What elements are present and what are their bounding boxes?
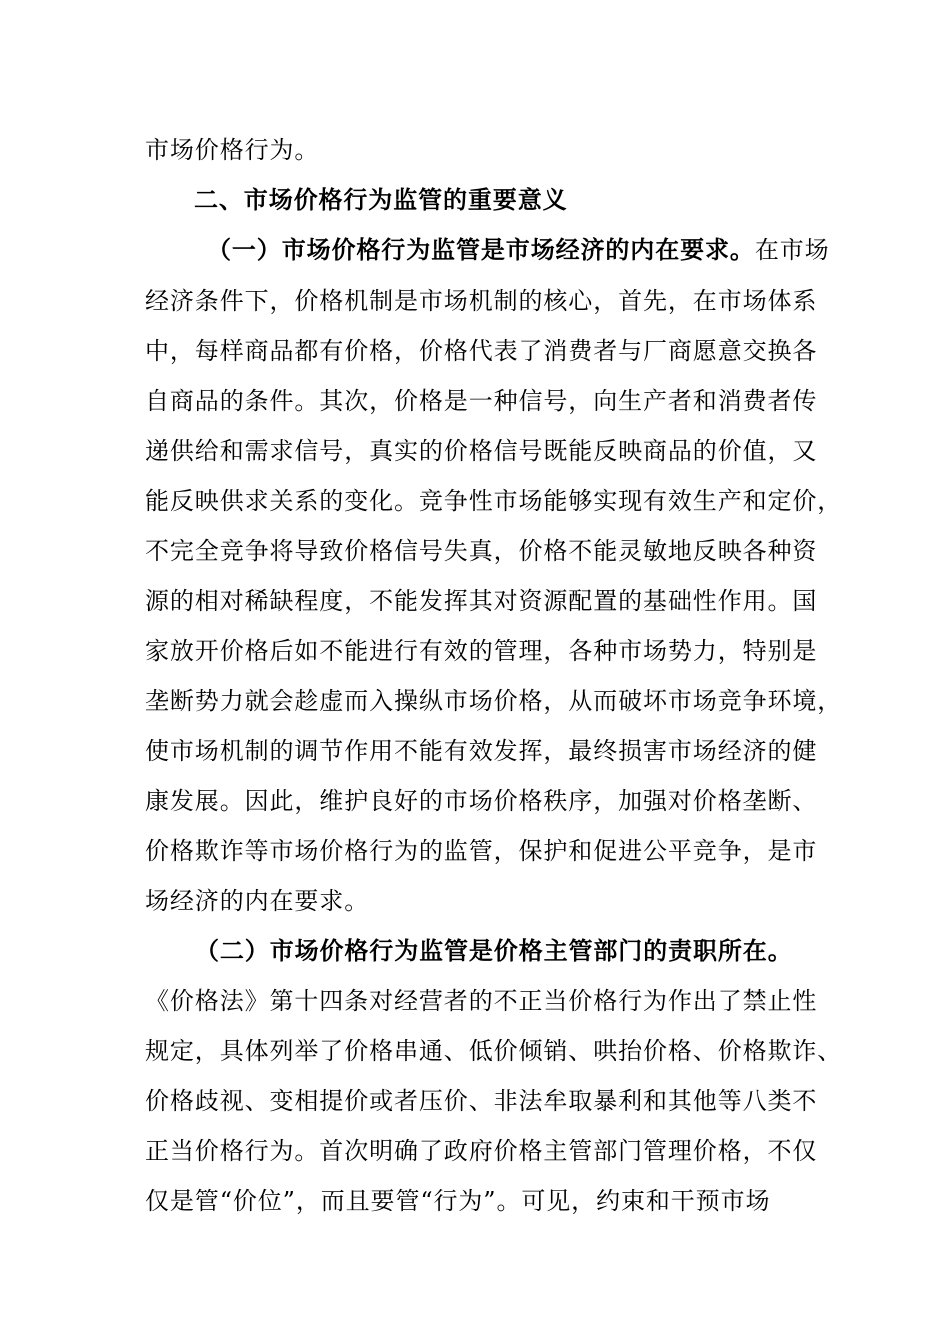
text-line: 规定，具体列举了价格串通、低价倾销、哄抬价格、价格欺诈、 xyxy=(145,1037,843,1065)
text-line: 场经济的内在要求。 xyxy=(145,887,370,915)
text-line: 递供给和需求信号，真实的价格信号既能反映商品的价值，又 xyxy=(145,437,818,465)
text-line: 不完全竞争将导致价格信号失真，价格不能灵敏地反映各种资 xyxy=(145,537,818,565)
text-line: 家放开价格后如不能进行有效的管理，各种市场势力，特别是 xyxy=(145,637,818,665)
text-line: 仅是管“价位”，而且要管“行为”。可见，约束和干预市场 xyxy=(145,1187,771,1215)
text-line: 中，每样商品都有价格，价格代表了消费者与厂商愿意交换各 xyxy=(145,337,818,365)
text-line: 源的相对稀缺程度，不能发挥其对资源配置的基础性作用。国 xyxy=(145,587,818,615)
text-line: 能反映供求关系的变化。竞争性市场能够实现有效生产和定价， xyxy=(145,487,843,515)
text-line: 价格欺诈等市场价格行为的监管，保护和促进公平竞争，是市 xyxy=(145,837,818,865)
text-line: 经济条件下，价格机制是市场机制的核心，首先，在市场体系 xyxy=(145,287,818,315)
text-line xyxy=(207,235,950,265)
section-heading: 二、市场价格行为监管的重要意义 xyxy=(194,185,568,214)
text-line: 康发展。因此，维护良好的市场价格秩序，加强对价格垄断、 xyxy=(145,787,818,815)
text-line: 自商品的条件。其次，价格是一种信号，向生产者和消费者传 xyxy=(145,387,818,415)
text-line: 市场价格行为。 xyxy=(145,136,320,164)
subsection-heading: （二）市场价格行为监管是价格主管部门的责职所在。 xyxy=(195,936,793,965)
text-line: 垄断势力就会趁虚而入操纵市场价格，从而破坏市场竞争环境， xyxy=(145,687,843,715)
subsection-heading: （一）市场价格行为监管是市场经济的内在要求。 xyxy=(207,235,755,264)
text-line: 《价格法》第十四条对经营者的不正当价格行为作出了禁止性 xyxy=(145,987,818,1015)
text-line: 使市场机制的调节作用不能有效发挥，最终损害市场经济的健 xyxy=(145,737,818,765)
text-span: 在市场 xyxy=(754,236,830,264)
text-line: 价格歧视、变相提价或者压价、非法牟取暴利和其他等八类不 xyxy=(145,1087,818,1115)
text-line: 正当价格行为。首次明确了政府价格主管部门管理价格，不仅 xyxy=(145,1137,818,1165)
